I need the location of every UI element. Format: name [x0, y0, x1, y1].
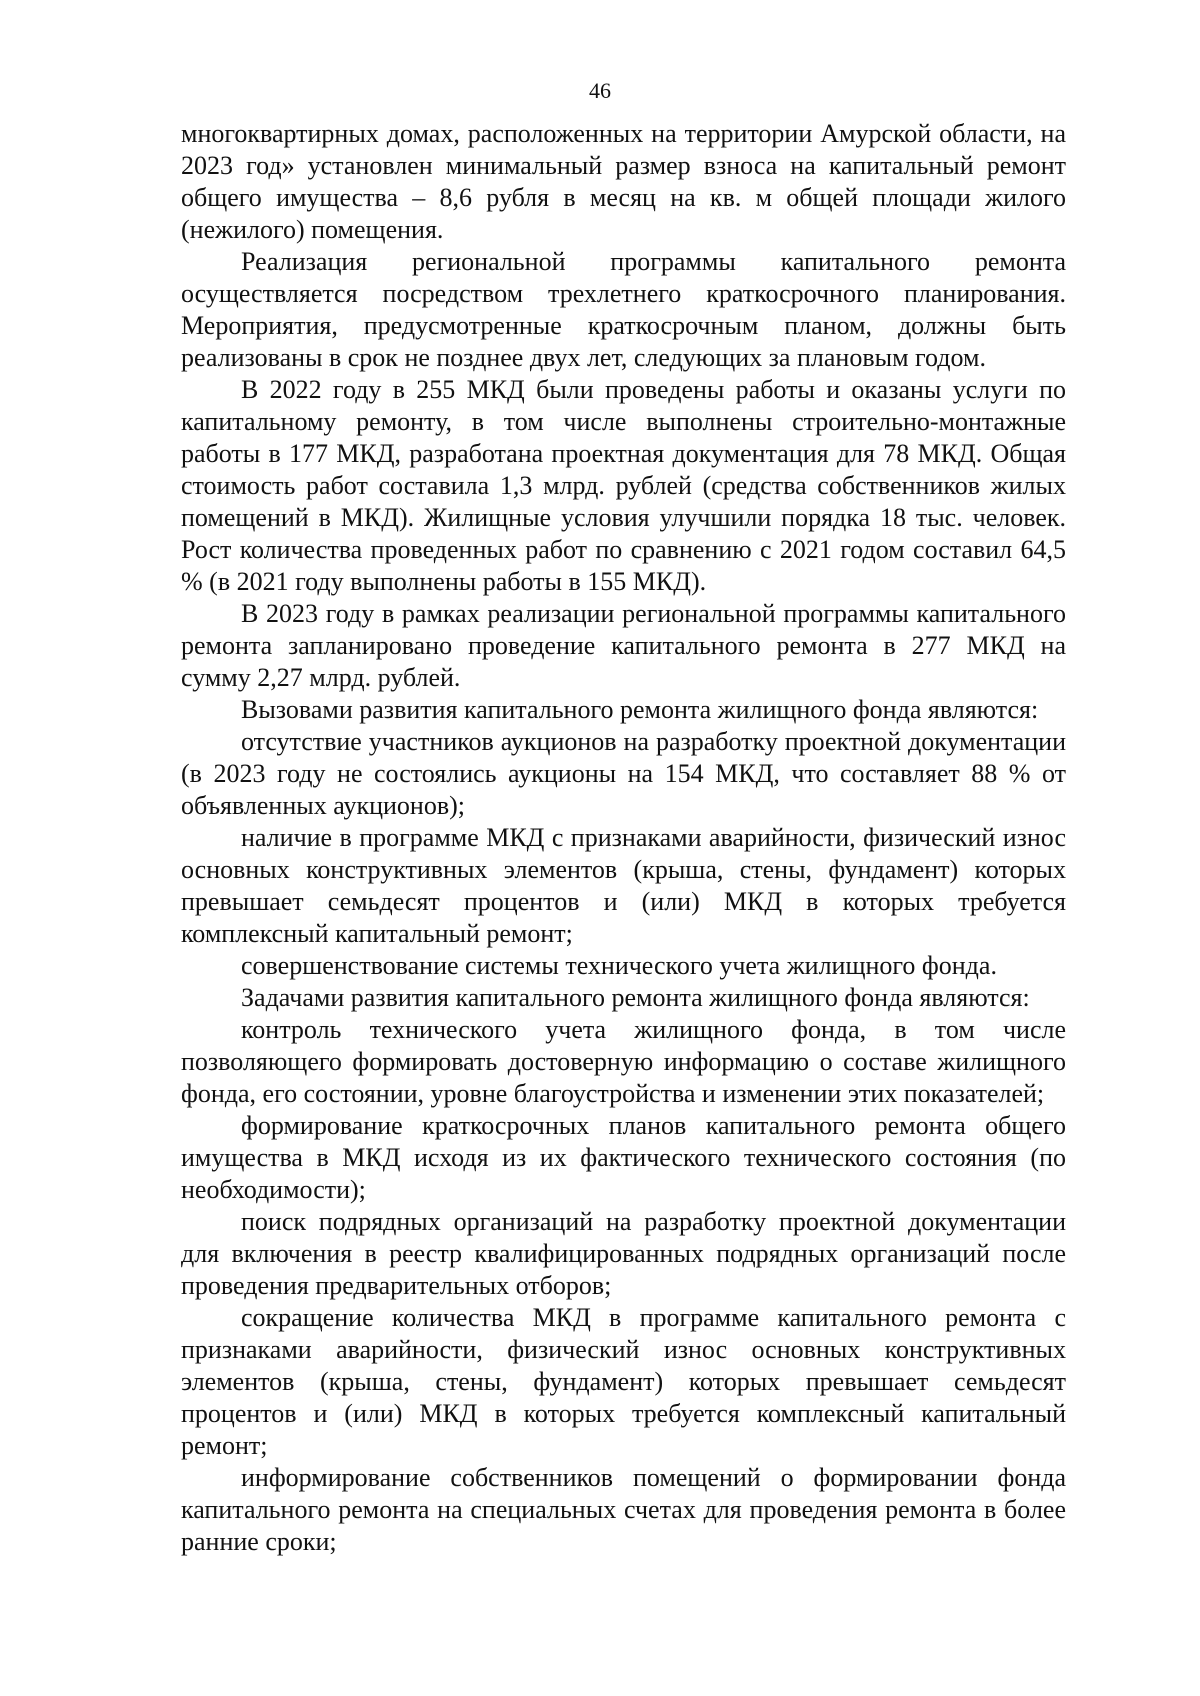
- paragraph-task-item: сокращение количества МКД в программе капитального ремонта с признаками аварийности, физический износ основных конструктивных элементов (крыша, стены, фундамент) которых превышает семьдесят процентов и (или) МКД в которых требуется комплексный капитальный ремонт;: [181, 1303, 1066, 1460]
- paragraph-challenge-item: совершенствование системы технического учета жилищного фонда.: [241, 951, 997, 980]
- document-body: [181, 118, 1066, 1558]
- paragraph-2023-plan: В 2023 году в рамках реализации региональной программы капитального ремонта запланировано проведение капитального ремонта в 277 МКД на сумму 2,27 млрд. рублей.: [181, 599, 1066, 692]
- paragraph-task-item: информирование собственников помещений о формировании фонда капитального ремонта на специальных счетах для проведения ремонта в более ранние сроки;: [181, 1463, 1066, 1556]
- paragraph-2022-results: В 2022 году в 255 МКД были проведены работы и оказаны услуги по капитальному ремонту, в том числе выполнены строительно-монтажные работы в 177 МКД, разработана проектная документация для 78 МКД. Общая стоимость работ составила 1,3 млрд. рублей (средства собственников жилых помещений в МКД). Жилищные условия улучшили порядка 18 тыс. человек. Рост количества проведенных работ по сравнению с 2021 годом составил 64,5 % (в 2021 году выполнены работы в 155 МКД).: [181, 375, 1066, 596]
- paragraph-task-item: контроль технического учета жилищного фонда, в том числе позволяющего формировать достоверную информацию о составе жилищного фонда, его состоянии, уровне благоустройства и изменении этих показателей;: [181, 1015, 1066, 1108]
- paragraph-challenge-item: отсутствие участников аукционов на разработку проектной документации (в 2023 году не состоялись аукционы на 154 МКД, что составляет 88 % от объявленных аукционов);: [181, 727, 1066, 820]
- paragraph-program-implementation: Реализация региональной программы капитального ремонта осуществляется посредством трехлетнего краткосрочного планирования. Мероприятия, предусмотренные краткосрочным планом, должны быть реализованы в срок не позднее двух лет, следующих за плановым годом.: [181, 247, 1066, 372]
- paragraph-tasks-heading: Задачами развития капитального ремонта жилищного фонда являются:: [241, 983, 1030, 1012]
- paragraph-challenge-item: наличие в программе МКД с признаками аварийности, физический износ основных конструктивных элементов (крыша, стены, фундамент) которых превышает семьдесят процентов и (или) МКД в которых требуется комплексный капитальный ремонт;: [181, 823, 1066, 948]
- page-number: 46: [589, 78, 611, 103]
- paragraph-task-item: формирование краткосрочных планов капитального ремонта общего имущества в МКД исходя из их фактического технического состояния (по необходимости);: [181, 1111, 1066, 1204]
- paragraph-task-item: поиск подрядных организаций на разработку проектной документации для включения в реестр квалифицированных подрядных организаций после проведения предварительных отборов;: [181, 1207, 1066, 1300]
- paragraph-continuation: многоквартирных домах, расположенных на территории Амурской области, на 2023 год» установлен минимальный размер взноса на капитальный ремонт общего имущества – 8,6 рубля в месяц на кв. м общей площади жилого (нежилого) помещения.: [181, 119, 1066, 244]
- paragraph-challenges-heading: Вызовами развития капитального ремонта жилищного фонда являются:: [241, 695, 1039, 724]
